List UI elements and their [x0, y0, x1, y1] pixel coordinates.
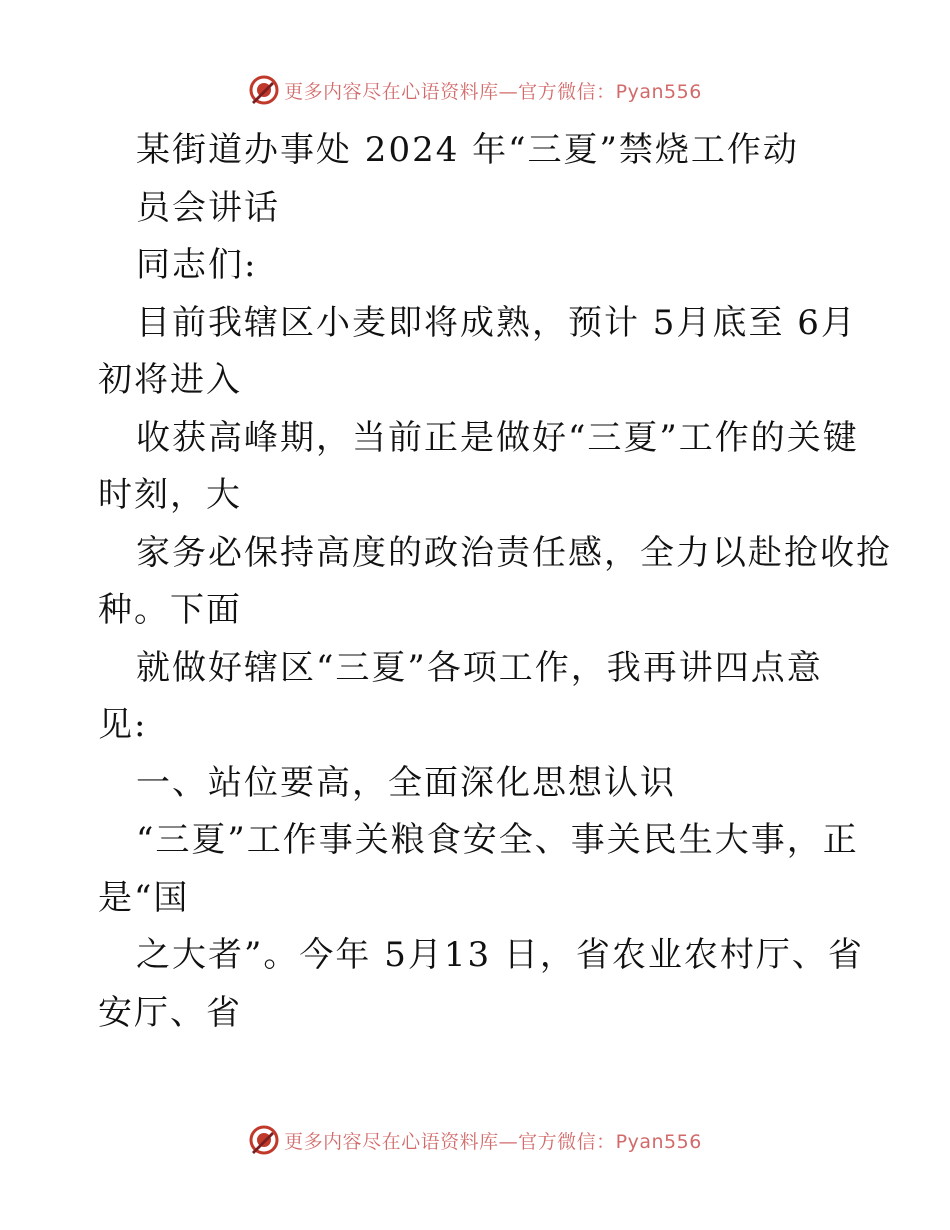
text-line: 家务必保持高度的政治责任感，全力以赴抢收抢 [136, 532, 892, 573]
text-line: 一、站位要高，全面深化思想认识 [136, 762, 676, 803]
banner-text: 更多内容尽在心语资料库—官方微信： [284, 1130, 616, 1153]
document-body [98, 122, 892, 1042]
banner-caption [284, 77, 702, 104]
pen-logo-icon [248, 1124, 280, 1156]
banner-caption [284, 1127, 702, 1154]
text-line: 种。下面 [98, 590, 242, 630]
banner-text: 更多内容尽在心语资料库—官方微信： [284, 80, 616, 103]
text-line: 就做好辖区“三夏”各项工作，我再讲四点意 [136, 647, 823, 688]
text-line: 某街道办事处 2024 年“三夏”禁烧工作动 [136, 130, 799, 170]
text-line: 时刻，大 [98, 475, 242, 515]
banner-wechat-id: Pyan556 [615, 80, 702, 103]
footer-banner [0, 1120, 950, 1160]
banner-wechat-id: Pyan556 [615, 1130, 702, 1153]
header-banner [0, 70, 950, 110]
text-line: 员会讲话 [136, 187, 280, 228]
text-line: 安厅、省 [98, 992, 242, 1033]
text-line: 收获高峰期，当前正是做好“三夏”工作的关键 [136, 417, 859, 458]
text-line: 之大者”。今年 5月13 日，省农业农村厅、省 [136, 935, 864, 975]
pen-logo-icon [248, 74, 280, 106]
text-line: 初将进入 [98, 360, 242, 400]
text-line: 目前我辖区小麦即将成熟，预计 5月底至 6月 [136, 302, 857, 343]
text-line: 是“国 [98, 877, 190, 918]
text-line: “三夏”工作事关粮食安全、事关民生大事，正 [136, 820, 859, 860]
text-line: 同志们: [136, 245, 258, 285]
text-line: 见: [98, 705, 148, 745]
